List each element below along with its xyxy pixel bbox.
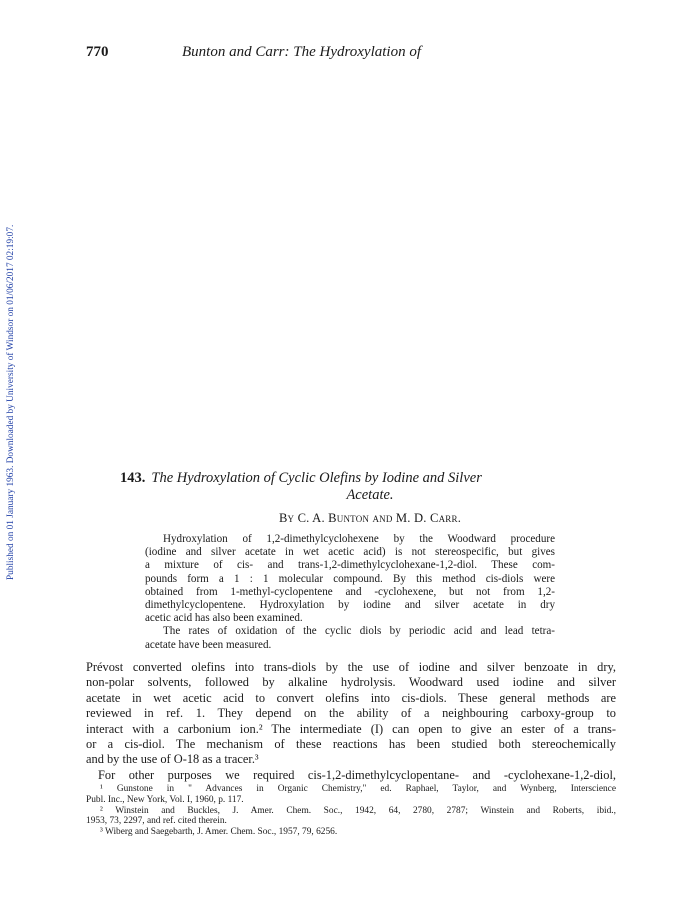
- body-line: For other purposes we required cis-1,2-dimethylcyclopentane- and -cyclohexane-1,2-diol,: [98, 767, 616, 782]
- article-title-line-1: The Hydroxylation of Cyclic Olefins by Iodine and Silver: [151, 470, 482, 486]
- body-line: reviewed in ref. 1. They depend on the ability of a neighbouring carboxy-group to: [86, 706, 616, 721]
- body-line: and by the use of O-18 as a tracer.³: [86, 752, 259, 767]
- article-number: 143.: [120, 470, 146, 486]
- download-watermark: [6, 150, 18, 580]
- abstract-line: acetic acid has also been examined.: [145, 612, 303, 625]
- footnote-line: ¹ Gunstone in " Advances in Organic Chemistry," ed. Raphael, Taylor, and Wynberg, Interscience: [100, 784, 616, 794]
- running-head-title: Bunton and Carr: The Hydroxylation of: [182, 44, 422, 60]
- abstract-line: Hydroxylation of 1,2-dimethylcyclohexene by the Woodward procedure: [163, 533, 555, 545]
- body-text: [86, 660, 616, 783]
- abstract-line: obtained from 1-methyl-cyclopentene and -cyclohexene, but not from 1,2-: [145, 585, 555, 598]
- running-head: [86, 44, 616, 64]
- abstract-line: pounds form a 1 : 1 molecular compound. By this method cis-diols were: [145, 572, 555, 585]
- page-number: 770: [86, 44, 109, 60]
- body-line: acetate in wet acetic acid to convert olefins into cis-diols. These general methods are: [86, 690, 616, 705]
- abstract-line: The rates of oxidation of the cyclic diols by periodic acid and lead tetra-: [163, 625, 555, 638]
- abstract: [145, 533, 555, 652]
- footnote-line: ² Winstein and Buckles, J. Amer. Chem. Soc., 1942, 64, 2780, 2787; Winstein and Roberts, ibid.,: [100, 805, 616, 816]
- footnote-line: ³ Wiberg and Saegebarth, J. Amer. Chem. Soc., 1957, 79, 6256.: [100, 827, 338, 838]
- footnote-line: 1953, 73, 2297, and ref. cited therein.: [86, 816, 227, 827]
- author-line: By C. A. Bunton and M. D. Carr.: [278, 511, 462, 525]
- body-line: or a cis-diol. The mechanism of these reactions has been studied both stereochemically: [86, 737, 616, 752]
- download-watermark-text: Published on 01 January 1963. Downloaded by University of Windsor on 01/06/2017 02:19:07.: [6, 224, 16, 580]
- footnotes: [86, 784, 616, 838]
- body-line: interact with a carbonium ion.² The intermediate (I) can open to give an ester of a trans-: [86, 721, 616, 736]
- abstract-line: a mixture of cis- and trans-1,2-dimethylcyclohexane-1,2-diol. These com-: [145, 559, 555, 572]
- body-line: Prévost converted olefins into trans-diols by the use of iodine and silver benzoate in dry,: [86, 660, 616, 674]
- abstract-line: dimethylcyclopentene. Hydroxylation by iodine and silver acetate in dry: [145, 599, 555, 612]
- abstract-line: acetate have been measured.: [145, 638, 272, 651]
- article-title: [120, 470, 620, 504]
- footnote-line: Publ. Inc., New York, Vol. I, 1960, p. 117.: [86, 794, 244, 805]
- abstract-line: (iodine and silver acetate in wet acetic acid) is not stereospecific, but gives: [145, 546, 555, 559]
- body-line: non-polar solvents, followed by alkaline hydrolysis. Woodward used iodine and silver: [86, 675, 616, 690]
- article-title-line-2: Acetate.: [346, 487, 394, 503]
